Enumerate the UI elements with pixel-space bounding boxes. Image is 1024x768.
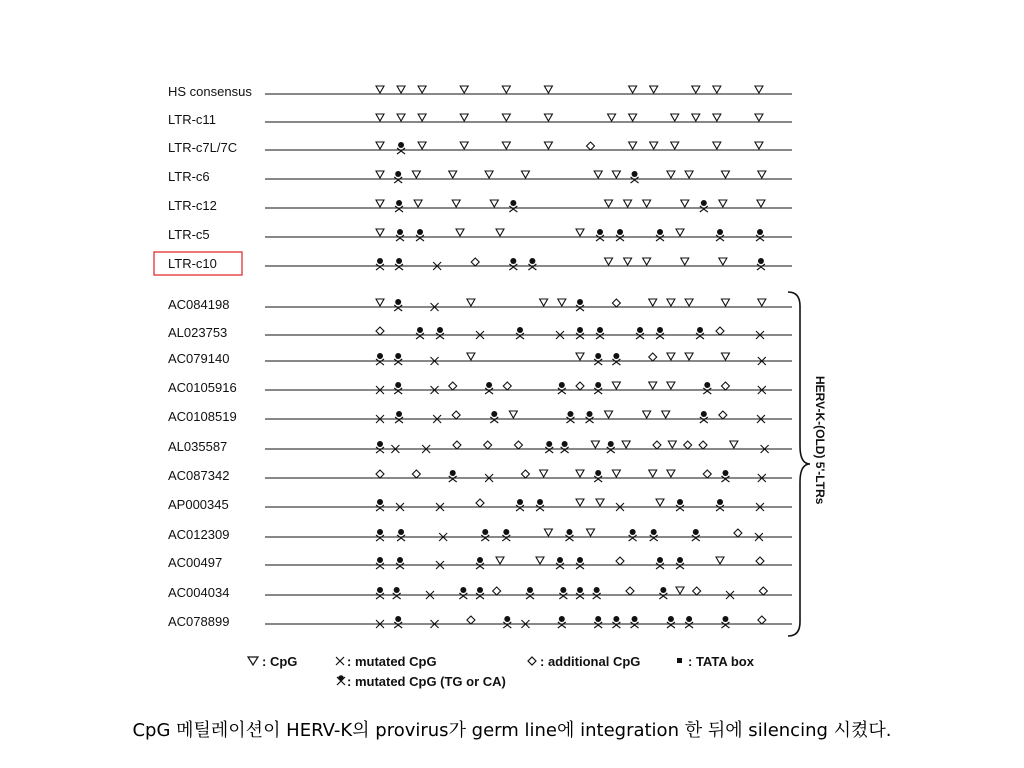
mutated-tg-ca-icon — [436, 327, 444, 339]
sequence-row — [168, 351, 792, 366]
mutated-tg-ca-icon — [656, 229, 664, 241]
cpg-triangle-icon — [755, 114, 763, 121]
cpg-triangle-icon — [719, 200, 727, 207]
mutated-tg-ca-icon — [376, 353, 384, 365]
mutated-tg-ca-icon — [612, 616, 620, 628]
cpg-triangle-icon — [624, 200, 632, 207]
cpg-triangle-icon — [667, 299, 675, 306]
cpg-triangle-icon — [643, 200, 651, 207]
row-label: AC079140 — [168, 351, 230, 366]
sequence-row — [168, 140, 792, 155]
cpg-triangle-icon — [502, 114, 510, 121]
cpg-triangle-icon — [662, 411, 670, 418]
mutated-tg-ca-icon — [396, 229, 404, 241]
cpg-triangle-icon — [667, 171, 675, 178]
legend-mutated-tg-ca — [337, 675, 345, 685]
filled-square-icon — [677, 658, 682, 663]
cpg-triangle-icon — [596, 499, 604, 506]
cpg-triangle-icon — [544, 142, 552, 149]
sequence-row — [168, 409, 792, 424]
legend-tata — [677, 654, 755, 669]
mutated-tg-ca-icon — [586, 411, 594, 423]
row-label: AC078899 — [168, 614, 230, 629]
cpg-triangle-icon — [605, 258, 613, 265]
additional-diamond-icon — [521, 470, 529, 478]
cpg-triangle-icon — [544, 529, 552, 536]
mutated-tg-ca-icon — [536, 499, 544, 511]
cpg-triangle-icon — [460, 142, 468, 149]
mutated-tg-ca-icon — [566, 411, 574, 423]
cpg-triangle-icon — [376, 114, 384, 121]
cpg-triangle-icon — [485, 171, 493, 178]
mutated-tg-ca-icon — [394, 171, 402, 183]
mutated-tg-ca-icon — [490, 411, 498, 423]
mutated-tg-ca-icon — [607, 441, 615, 453]
mutated-tg-ca-icon — [593, 587, 601, 599]
sequence-row — [168, 468, 792, 483]
sequence-row — [168, 227, 792, 242]
cpg-triangle-icon — [758, 171, 766, 178]
mutated-tg-ca-icon — [656, 557, 664, 569]
cpg-triangle-icon — [540, 299, 548, 306]
additional-diamond-icon — [649, 353, 657, 361]
sequence-rows — [154, 84, 792, 629]
row-label: LTR-c10 — [168, 256, 217, 271]
cpg-triangle-icon — [713, 114, 721, 121]
cpg-triangle-icon — [576, 499, 584, 506]
cpg-triangle-icon — [376, 171, 384, 178]
mutated-tg-ca-icon — [721, 616, 729, 628]
additional-diamond-icon — [758, 616, 766, 624]
cpg-triangle-icon — [605, 411, 613, 418]
sequence-row — [168, 614, 792, 629]
mutated-tg-ca-icon — [476, 587, 484, 599]
cpg-triangle-icon — [587, 529, 595, 536]
mutated-tg-ca-icon — [631, 616, 639, 628]
mutated-tg-ca-icon — [596, 327, 604, 339]
cpg-triangle-icon — [692, 86, 700, 93]
mutated-tg-ca-icon — [481, 529, 489, 541]
cpg-triangle-icon — [721, 171, 729, 178]
mutated-tg-ca-icon — [667, 616, 675, 628]
mutated-tg-ca-icon — [503, 616, 511, 628]
cpg-triangle-icon — [681, 258, 689, 265]
cpg-triangle-icon — [671, 142, 679, 149]
cpg-triangle-icon — [521, 171, 529, 178]
mutated-tg-ca-icon — [516, 327, 524, 339]
mutated-tg-ca-icon — [376, 258, 384, 270]
legend-tata-label: : TATA box — [688, 654, 754, 669]
cpg-triangle-icon — [418, 114, 426, 121]
mutated-tg-ca-icon — [703, 382, 711, 394]
additional-diamond-icon — [376, 327, 384, 335]
mutated-tg-ca-icon — [376, 529, 384, 541]
mutated-tg-ca-icon — [594, 470, 602, 482]
mutated-tg-ca-icon — [558, 382, 566, 394]
cpg-triangle-icon — [716, 557, 724, 564]
row-label: AC00497 — [168, 555, 223, 570]
mutated-tg-ca-icon — [757, 258, 765, 270]
caption: CpG 메틸레이션이 HERV-K의 provirus가 germ line에 integration 한 뒤에 silencing 시켰다. — [132, 720, 892, 741]
bracket-brace — [788, 292, 810, 636]
cpg-triangle-icon — [755, 86, 763, 93]
cpg-triangle-icon — [721, 353, 729, 360]
mutated-tg-ca-icon — [395, 200, 403, 212]
mutated-tg-ca-icon — [656, 327, 664, 339]
additional-diamond-icon — [716, 327, 724, 335]
row-label: AC0105916 — [168, 380, 237, 395]
sequence-row — [168, 585, 792, 600]
row-label: AP000345 — [168, 497, 229, 512]
mutated-tg-ca-icon — [502, 529, 510, 541]
mutated-tg-ca-icon — [416, 229, 424, 241]
additional-diamond-icon — [484, 441, 492, 449]
cpg-triangle-icon — [685, 353, 693, 360]
cpg-triangle-icon — [629, 114, 637, 121]
mutated-tg-ca-icon — [692, 529, 700, 541]
cpg-triangle-icon — [612, 382, 620, 389]
mutated-tg-ca-icon — [559, 587, 567, 599]
cpg-triangle-icon — [449, 171, 457, 178]
mutated-tg-ca-icon — [631, 171, 639, 183]
cpg-triangle-icon — [414, 200, 422, 207]
cpg-triangle-icon — [576, 229, 584, 236]
row-label: LTR-c11 — [168, 112, 216, 127]
additional-diamond-icon — [684, 441, 692, 449]
mutated-tg-ca-icon — [394, 382, 402, 394]
legend-cpg — [248, 654, 297, 669]
row-label: AC004034 — [168, 585, 230, 600]
additional-diamond-icon — [576, 382, 584, 390]
additional-diamond-icon — [734, 529, 742, 537]
cpg-triangle-icon — [418, 86, 426, 93]
cpg-triangle-icon — [376, 200, 384, 207]
additional-diamond-icon — [453, 441, 461, 449]
mutated-tg-ca-icon — [576, 587, 584, 599]
mutated-tg-ca-icon — [576, 557, 584, 569]
mutated-tg-ca-icon — [565, 529, 573, 541]
cpg-triangle-icon — [685, 299, 693, 306]
cpg-triangle-icon — [591, 441, 599, 448]
mutated-tg-ca-icon — [393, 587, 401, 599]
cpg-triangle-icon — [649, 299, 657, 306]
cpg-triangle-icon — [412, 171, 420, 178]
mutated-tg-ca-icon — [397, 529, 405, 541]
additional-diamond-icon — [616, 557, 624, 565]
row-label: AC087342 — [168, 468, 230, 483]
cpg-triangle-icon — [502, 86, 510, 93]
sequence-row — [168, 169, 792, 184]
cpg-triangle-icon — [467, 299, 475, 306]
mutated-tg-ca-icon — [396, 557, 404, 569]
mutated-tg-ca-icon — [526, 587, 534, 599]
cpg-triangle-icon — [376, 299, 384, 306]
additional-diamond-icon — [503, 382, 511, 390]
bracket-label: HERV-K-(OLD) 5'-LTRs — [813, 376, 827, 505]
mutated-tg-ca-icon — [394, 616, 402, 628]
additional-diamond-icon — [476, 499, 484, 507]
additional-diamond-icon — [376, 470, 384, 478]
cpg-triangle-icon — [692, 114, 700, 121]
cpg-triangle-icon — [629, 86, 637, 93]
cpg-triangle-icon — [713, 142, 721, 149]
sequence-row — [168, 297, 792, 312]
mutated-tg-ca-icon — [528, 258, 536, 270]
mutated-tg-ca-icon — [459, 587, 467, 599]
additional-diamond-icon — [699, 441, 707, 449]
cpg-triangle-icon — [685, 171, 693, 178]
cpg-triangle-icon — [758, 299, 766, 306]
cpg-triangle-icon — [608, 114, 616, 121]
cpg-triangle-icon — [376, 142, 384, 149]
mutated-tg-ca-icon — [636, 327, 644, 339]
cpg-triangle-icon — [649, 470, 657, 477]
mutated-tg-ca-icon — [700, 200, 708, 212]
additional-diamond-icon — [721, 382, 729, 390]
mutated-tg-ca-icon — [556, 557, 564, 569]
cpg-triangle-icon — [605, 200, 613, 207]
mutated-tg-ca-icon — [629, 529, 637, 541]
cpg-triangle-icon — [612, 171, 620, 178]
additional-diamond-icon — [703, 470, 711, 478]
legend-cpg-label: : CpG — [262, 654, 298, 669]
cpg-triangle-icon — [576, 353, 584, 360]
row-label: LTR-c5 — [168, 227, 210, 242]
cpg-triangle-icon — [656, 499, 664, 506]
mutated-tg-ca-icon — [395, 411, 403, 423]
mutated-tg-ca-icon — [700, 411, 708, 423]
cpg-triangle-icon — [650, 86, 658, 93]
mutated-tg-ca-icon — [476, 557, 484, 569]
mutated-tg-ca-icon — [338, 675, 344, 681]
cpg-triangle-icon — [643, 411, 651, 418]
row-label: LTR-c12 — [168, 198, 217, 213]
cpg-triangle-icon — [713, 86, 721, 93]
additional-diamond-icon — [759, 587, 767, 595]
legend-mutated-tg-ca-label: : mutated CpG (TG or CA) — [347, 674, 506, 689]
cpg-triangle-icon — [576, 470, 584, 477]
mutated-tg-ca-icon — [397, 142, 405, 154]
cpg-triangle-icon — [681, 200, 689, 207]
cpg-triangle-icon — [544, 86, 552, 93]
cpg-triangle-icon — [612, 470, 620, 477]
mutated-tg-ca-icon — [676, 499, 684, 511]
mutated-tg-ca-icon — [596, 229, 604, 241]
cpg-triangle-icon — [544, 114, 552, 121]
cpg-triangle-icon — [650, 142, 658, 149]
sequence-row — [168, 527, 792, 542]
mutated-tg-ca-icon — [612, 353, 620, 365]
mutated-tg-ca-icon — [716, 499, 724, 511]
sequence-row — [168, 439, 792, 454]
additional-diamond-icon — [412, 470, 420, 478]
sequence-row — [168, 84, 792, 99]
mutated-tg-ca-icon — [650, 529, 658, 541]
row-label: HS consensus — [168, 84, 252, 99]
cpg-triangle-icon — [397, 86, 405, 93]
cpg-triangle-icon — [721, 299, 729, 306]
cpg-triangle-icon — [536, 557, 544, 564]
cpg-triangle-icon — [456, 229, 464, 236]
cpg-triangle-icon — [558, 299, 566, 306]
mutated-tg-ca-icon — [685, 616, 693, 628]
mutated-tg-ca-icon — [594, 353, 602, 365]
mutated-tg-ca-icon — [594, 616, 602, 628]
cpg-triangle-icon — [490, 200, 498, 207]
mutated-tg-ca-icon — [376, 557, 384, 569]
additional-diamond-icon — [493, 587, 501, 595]
mutated-tg-ca-icon — [721, 470, 729, 482]
mutated-tg-ca-icon — [561, 441, 569, 453]
cpg-triangle-icon — [622, 441, 630, 448]
mutated-tg-ca-icon — [449, 470, 457, 482]
legend-additional — [528, 654, 640, 669]
cpg-triangle-icon — [730, 441, 738, 448]
mutated-tg-ca-icon — [659, 587, 667, 599]
cpg-triangle-icon — [496, 229, 504, 236]
cpg-triangle-icon — [757, 200, 765, 207]
mutated-tg-ca-icon — [576, 299, 584, 311]
cpg-triangle-icon — [676, 229, 684, 236]
cpg-triangle-icon — [671, 114, 679, 121]
sequence-row — [168, 555, 792, 570]
mutated-tg-ca-icon — [394, 299, 402, 311]
mutated-tg-ca-icon — [376, 587, 384, 599]
additional-diamond-icon — [612, 299, 620, 307]
legend-additional-label: : additional CpG — [540, 654, 641, 669]
cpg-triangle-icon — [509, 411, 517, 418]
mutated-tg-ca-icon — [616, 229, 624, 241]
sequence-row — [168, 198, 792, 213]
additional-diamond-icon — [449, 382, 457, 390]
cpg-triangle-icon — [649, 382, 657, 389]
mutated-tg-ca-icon — [558, 616, 566, 628]
cpg-triangle-icon — [496, 557, 504, 564]
legend-mutated-label: : mutated CpG — [347, 654, 437, 669]
mutated-tg-ca-icon — [594, 382, 602, 394]
additional-diamond-icon — [693, 587, 701, 595]
cpg-triangle-icon — [502, 142, 510, 149]
mutated-tg-ca-icon — [676, 557, 684, 569]
additional-diamond-icon — [452, 411, 460, 419]
cpg-triangle-icon — [452, 200, 460, 207]
legend-mutated — [336, 654, 437, 669]
mutated-tg-ca-icon — [545, 441, 553, 453]
sequence-row — [168, 112, 792, 127]
sequence-row — [168, 325, 792, 340]
mutated-tg-ca-icon — [576, 327, 584, 339]
cpg-triangle-icon — [719, 258, 727, 265]
mutated-tg-ca-icon — [376, 441, 384, 453]
row-label: AC0108519 — [168, 409, 237, 424]
row-label: AL035587 — [168, 439, 228, 454]
mutated-tg-ca-icon — [394, 353, 402, 365]
row-label: LTR-c7L/7C — [168, 140, 238, 155]
diamond-icon — [528, 657, 536, 665]
cpg-triangle-icon — [376, 86, 384, 93]
cpg-triangle-icon — [460, 114, 468, 121]
additional-diamond-icon — [626, 587, 634, 595]
cpg-triangle-icon — [540, 470, 548, 477]
sequence-row — [168, 497, 792, 512]
cross-icon — [336, 657, 344, 665]
additional-diamond-icon — [467, 616, 475, 624]
cpg-triangle-icon — [629, 142, 637, 149]
mutated-tg-ca-icon — [416, 327, 424, 339]
cpg-triangle-icon — [460, 86, 468, 93]
legend — [248, 654, 755, 689]
additional-diamond-icon — [471, 258, 479, 266]
open-triangle-icon — [248, 657, 258, 665]
additional-diamond-icon — [653, 441, 661, 449]
cpg-triangle-icon — [624, 258, 632, 265]
cpg-triangle-icon — [643, 258, 651, 265]
herv-k-bracket — [788, 292, 827, 636]
cpg-triangle-icon — [376, 229, 384, 236]
cpg-triangle-icon — [418, 142, 426, 149]
cpg-triangle-icon — [755, 142, 763, 149]
mutated-tg-ca-icon — [509, 258, 517, 270]
row-label: AC012309 — [168, 527, 230, 542]
cpg-triangle-icon — [594, 171, 602, 178]
cpg-triangle-icon — [667, 353, 675, 360]
cpg-triangle-icon — [676, 587, 684, 594]
mutated-tg-ca-icon — [716, 229, 724, 241]
mutated-tg-ca-icon — [756, 229, 764, 241]
mutated-tg-ca-icon — [485, 382, 493, 394]
sequence-row — [168, 380, 792, 395]
additional-diamond-icon — [514, 441, 522, 449]
sequence-row — [154, 252, 792, 275]
cpg-triangle-icon — [667, 382, 675, 389]
row-label: AC084198 — [168, 297, 230, 312]
cpg-triangle-icon — [668, 441, 676, 448]
cpg-triangle-icon — [467, 353, 475, 360]
row-label: LTR-c6 — [168, 169, 210, 184]
cpg-triangle-icon — [397, 114, 405, 121]
additional-diamond-icon — [587, 142, 595, 150]
mutated-tg-ca-icon — [696, 327, 704, 339]
additional-diamond-icon — [719, 411, 727, 419]
mutated-tg-ca-icon — [509, 200, 517, 212]
cpg-triangle-icon — [667, 470, 675, 477]
row-label: AL023753 — [168, 325, 228, 340]
mutated-tg-ca-icon — [395, 258, 403, 270]
mutated-tg-ca-icon — [516, 499, 524, 511]
mutated-tg-ca-icon — [376, 499, 384, 511]
additional-diamond-icon — [756, 557, 764, 565]
